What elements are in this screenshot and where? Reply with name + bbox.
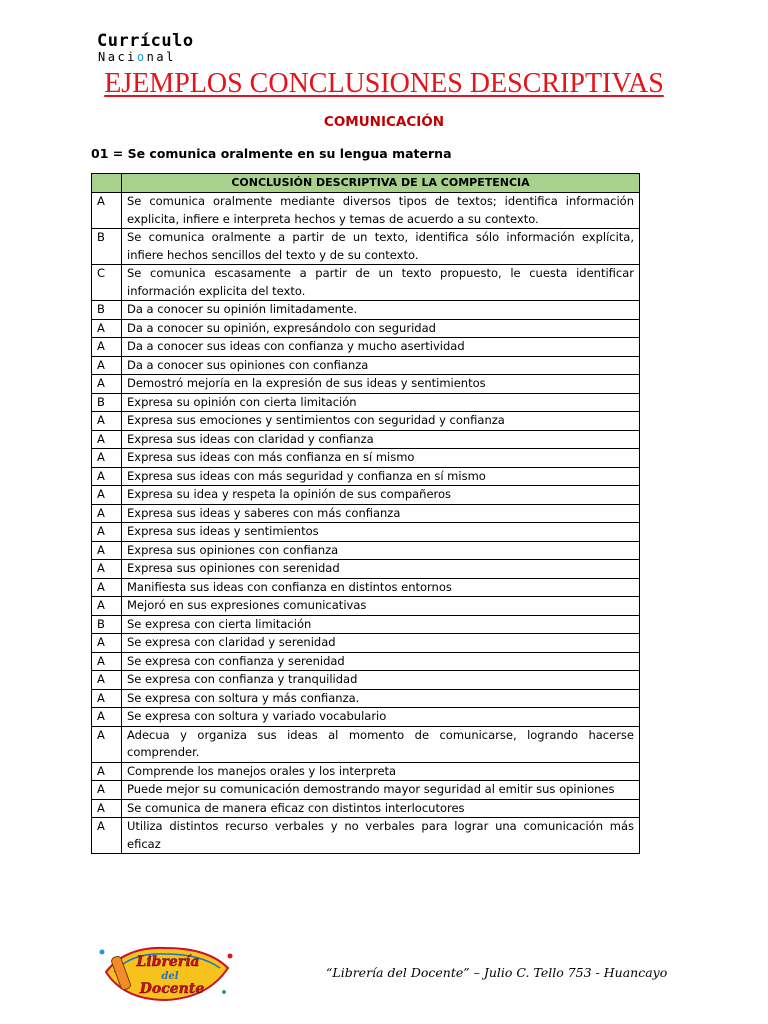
table-row	[92, 430, 640, 449]
row-level: A	[92, 541, 122, 560]
row-conclusion: Expresa su opinión con cierta limitación	[122, 393, 640, 412]
row-conclusion: Expresa sus ideas y saberes con más confianza	[122, 504, 640, 523]
row-conclusion: Demostró mejoría en la expresión de sus ideas y sentimientos	[122, 375, 640, 394]
row-conclusion: Expresa sus ideas con más confianza en sí mismo	[122, 449, 640, 468]
logo-line3: Docente	[139, 981, 205, 997]
row-conclusion: Comprende los manejos orales y los interpreta	[122, 762, 640, 781]
subject-heading: COMUNICACIÓN	[323, 114, 445, 130]
row-conclusion: Se comunica oralmente a partir de un texto, identifica sólo información explícita, infiere hechos sencillos del texto y de su contexto.	[122, 229, 640, 265]
competency-heading: 01 = Se comunica oralmente en su lengua materna	[91, 146, 452, 161]
table-row	[92, 449, 640, 468]
table-row	[92, 634, 640, 653]
row-conclusion: Se expresa con confianza y serenidad	[122, 652, 640, 671]
row-level: A	[92, 652, 122, 671]
row-level: A	[92, 818, 122, 854]
row-level: A	[92, 486, 122, 505]
table-row	[92, 762, 640, 781]
row-level: A	[92, 430, 122, 449]
table-row	[92, 301, 640, 320]
row-conclusion: Puede mejor su comunicación demostrando mayor seguridad al emitir sus opiniones	[122, 781, 640, 800]
row-conclusion: Se expresa con claridad y serenidad	[122, 634, 640, 653]
row-level: A	[92, 338, 122, 357]
row-level: A	[92, 375, 122, 394]
table-row	[92, 689, 640, 708]
table-row	[92, 412, 640, 431]
row-conclusion: Expresa sus ideas con más seguridad y confianza en sí mismo	[122, 467, 640, 486]
row-level: A	[92, 689, 122, 708]
row-conclusion: Expresa sus ideas y sentimientos	[122, 523, 640, 542]
row-level: B	[92, 615, 122, 634]
row-level: A	[92, 634, 122, 653]
row-conclusion: Se expresa con cierta limitación	[122, 615, 640, 634]
row-conclusion: Da a conocer su opinión, expresándolo con seguridad	[122, 319, 640, 338]
libreria-del-docente-logo	[96, 938, 236, 1006]
row-conclusion: Se comunica de manera eficaz con distintos interlocutores	[122, 799, 640, 818]
row-conclusion: Utiliza distintos recurso verbales y no verbales para lograr una comunicación más eficaz	[122, 818, 640, 854]
curriculo-nacional-logo	[97, 32, 194, 64]
table-row	[92, 193, 640, 229]
table-row	[92, 781, 640, 800]
row-conclusion: Mejoró en sus expresiones comunicativas	[122, 597, 640, 616]
logo-line1: Librería	[136, 954, 200, 970]
row-level: B	[92, 301, 122, 320]
row-conclusion: Se expresa con soltura y variado vocabulario	[122, 708, 640, 727]
table-row	[92, 541, 640, 560]
table-row	[92, 726, 640, 762]
row-level: B	[92, 229, 122, 265]
row-conclusion: Expresa sus ideas con claridad y confianza	[122, 430, 640, 449]
table-header-level	[92, 174, 122, 193]
row-level: A	[92, 467, 122, 486]
row-level: A	[92, 412, 122, 431]
row-level: A	[92, 799, 122, 818]
row-conclusion: Da a conocer sus ideas con confianza y mucho asertividad	[122, 338, 640, 357]
logo-line2: del	[161, 971, 179, 982]
row-conclusion: Se expresa con soltura y más confianza.	[122, 689, 640, 708]
row-level: A	[92, 726, 122, 762]
logo-title: Currículo	[97, 31, 194, 51]
table-row	[92, 338, 640, 357]
table-row	[92, 560, 640, 579]
table-row	[92, 486, 640, 505]
table-row	[92, 578, 640, 597]
row-level: B	[92, 393, 122, 412]
row-conclusion: Se expresa con confianza y tranquilidad	[122, 671, 640, 690]
row-conclusion: Da a conocer sus opiniones con confianza	[122, 356, 640, 375]
page-title: EJEMPLOS CONCLUSIONES DESCRIPTIVAS	[104, 68, 664, 99]
row-level: C	[92, 265, 122, 301]
row-conclusion: Expresa su idea y respeta la opinión de sus compañeros	[122, 486, 640, 505]
footer-address: “Librería del Docente” – Julio C. Tello 753 - Huancayo	[326, 965, 668, 980]
table-row	[92, 597, 640, 616]
table-row	[92, 615, 640, 634]
row-conclusion: Se comunica escasamente a partir de un texto propuesto, le cuesta identificar información explicita del texto.	[122, 265, 640, 301]
row-level: A	[92, 597, 122, 616]
row-conclusion: Da a conocer su opinión limitadamente.	[122, 301, 640, 320]
table-row	[92, 265, 640, 301]
row-conclusion: Adecua y organiza sus ideas al momento de comunicarse, logrando hacerse comprender.	[122, 726, 640, 762]
table-row	[92, 319, 640, 338]
logo-subtitle: Nacional	[98, 50, 176, 64]
row-level: A	[92, 578, 122, 597]
row-level: A	[92, 671, 122, 690]
row-level: A	[92, 504, 122, 523]
table-row	[92, 523, 640, 542]
row-conclusion: Expresa sus opiniones con confianza	[122, 541, 640, 560]
table-row	[92, 393, 640, 412]
row-level: A	[92, 762, 122, 781]
row-conclusion: Se comunica oralmente mediante diversos tipos de textos; identifica información explicita, infiere e interpreta hechos y temas de acuerdo a su contexto.	[122, 193, 640, 229]
row-level: A	[92, 523, 122, 542]
table-row	[92, 708, 640, 727]
row-level: A	[92, 193, 122, 229]
row-conclusion: Expresa sus emociones y sentimientos con seguridad y confianza	[122, 412, 640, 431]
table-row	[92, 229, 640, 265]
row-level: A	[92, 449, 122, 468]
table-row	[92, 671, 640, 690]
table-row	[92, 375, 640, 394]
table-row	[92, 652, 640, 671]
row-level: A	[92, 560, 122, 579]
table-header-conclusion: CONCLUSIÓN DESCRIPTIVA DE LA COMPETENCIA	[122, 174, 640, 193]
row-conclusion: Manifiesta sus ideas con confianza en distintos entornos	[122, 578, 640, 597]
table-row	[92, 504, 640, 523]
row-level: A	[92, 781, 122, 800]
table-row	[92, 799, 640, 818]
table-header-row	[92, 174, 640, 193]
row-level: A	[92, 319, 122, 338]
conclusions-table	[91, 173, 640, 854]
table-row	[92, 467, 640, 486]
table-row	[92, 356, 640, 375]
row-level: A	[92, 356, 122, 375]
table-row	[92, 818, 640, 854]
row-conclusion: Expresa sus opiniones con serenidad	[122, 560, 640, 579]
row-level: A	[92, 708, 122, 727]
